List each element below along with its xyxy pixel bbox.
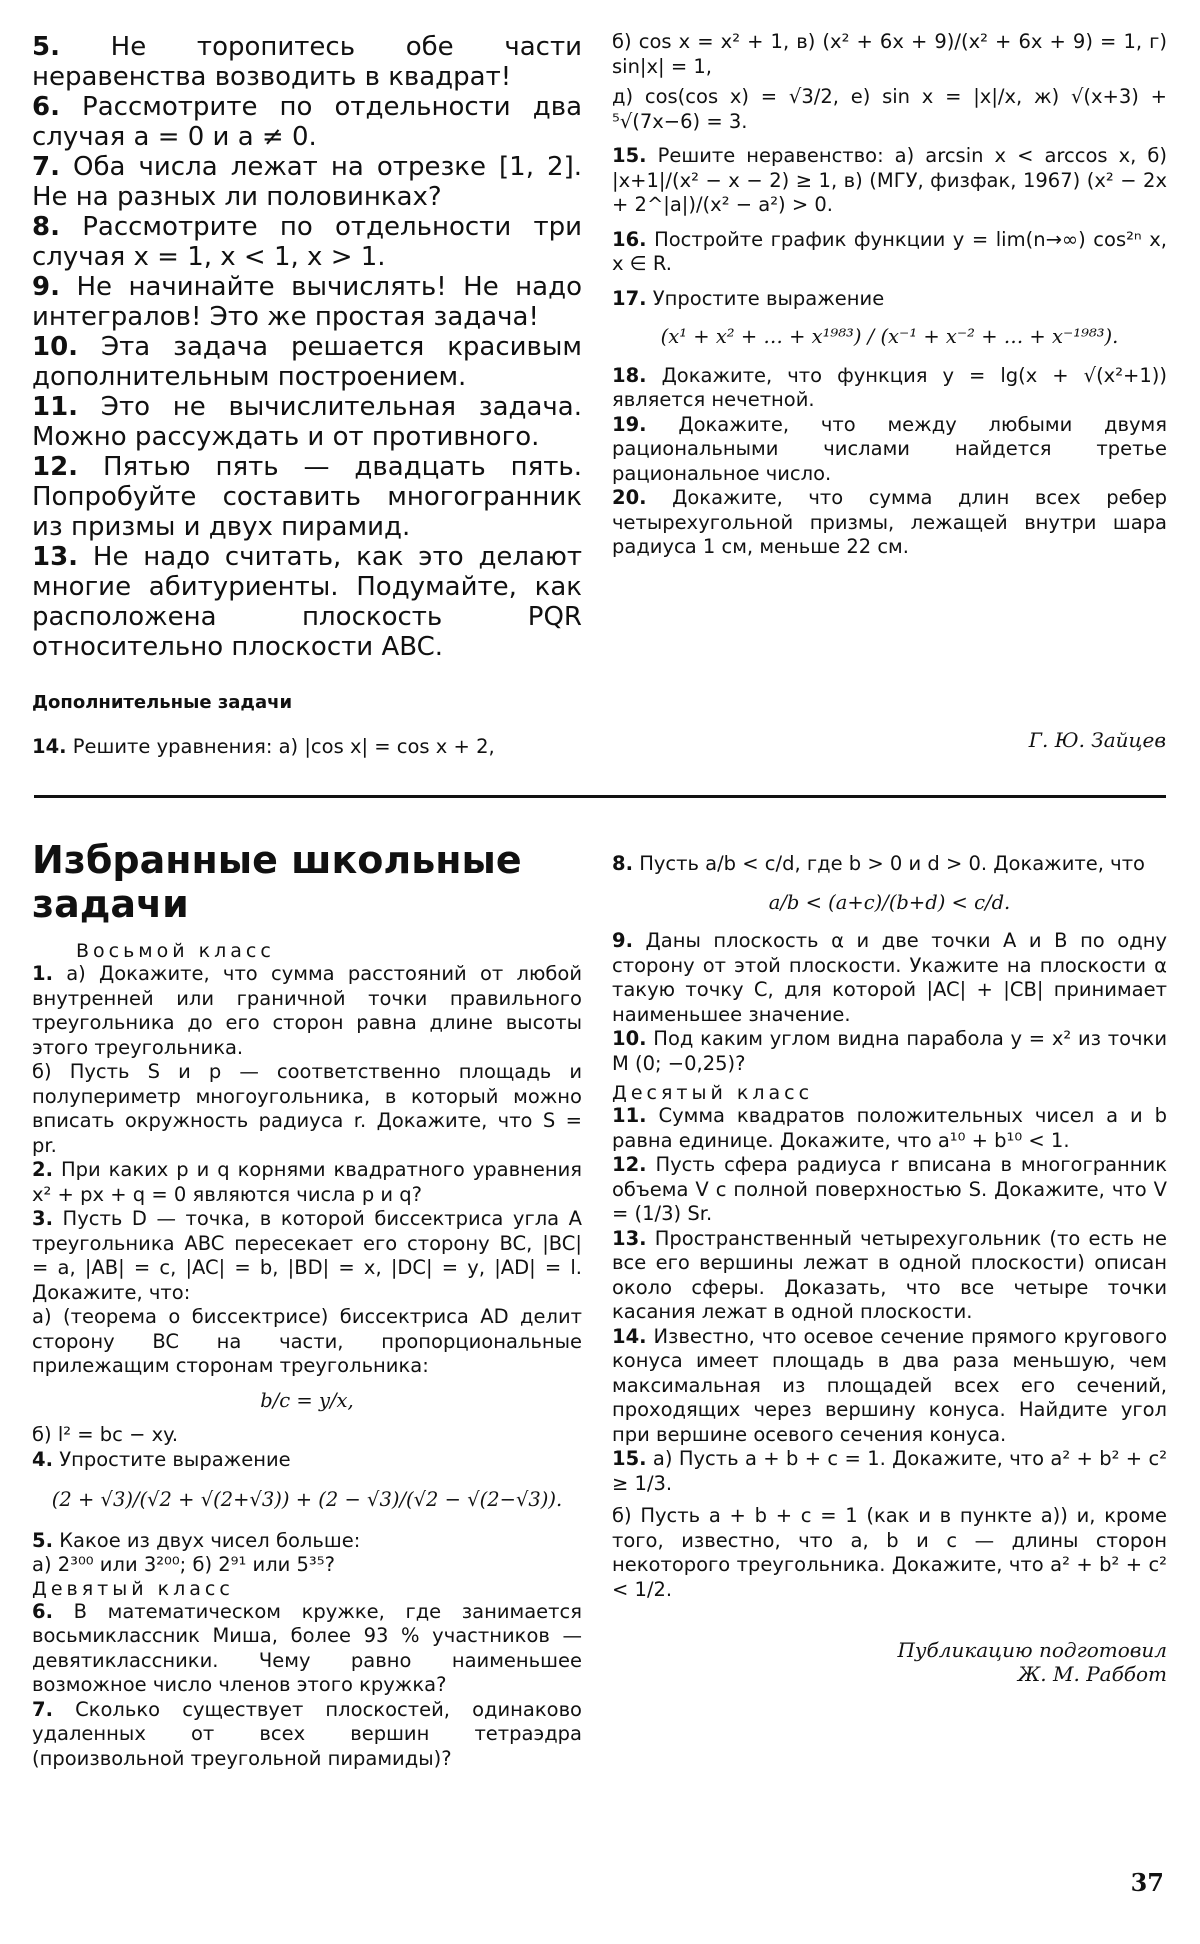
- credit-line-1: Публикацию подготовил: [897, 1638, 1167, 1662]
- author-signature: Г. Ю. Зайцев: [1028, 728, 1166, 752]
- problem-11: 11. Сумма квадратов положительных чисел a и b равна единице. Докажите, что a¹⁰ + b¹⁰ < 1.: [612, 1104, 1167, 1152]
- extra-problem-17: 17. Упростите выражение: [612, 286, 885, 310]
- problem-8-formula: a/b < (a+c)/(b+d) < c/d.: [768, 890, 1011, 914]
- problem-14: 14. Известно, что осевое сечение прямого кругового конуса имеет площадь в два раза меньшую, чем максимальная из площадей всех его сечений, проходящих через вершину конуса. Найдите угол при вершине осевого сечения конуса.: [612, 1324, 1168, 1446]
- problem-1a: 1. а) Докажите, что сумма расстояний от любой внутренней или граничной точки правильного треугольника до его сторон равна длине высоты этого треугольника.: [32, 962, 582, 1059]
- problem-12: 12. Пусть сфера радиуса r вписана в многогранник объема V с полной поверхностью S. Докажите, что V = (1/3) Sr.: [612, 1153, 1168, 1225]
- problem-9: 9. Даны плоскость α и две точки A и B по одну сторону от этой плоскости. Укажите на плоскости α такую точку C, для которой |AC| + |CB| принимает наименьшее значение.: [612, 929, 1167, 1026]
- problem-7: 7. Сколько существует плоскостей, одинаково удаленных от всех вершин тетраэдра (произвольной треугольной пирамиды)?: [32, 1697, 582, 1770]
- hint-11: 11. Это не вычислительная задача. Можно рассуждать и от противного.: [32, 392, 582, 452]
- hint-7: 7. Оба числа лежат на отрезке [1, 2]. Не на разных ли половинках?: [32, 152, 583, 212]
- extra-problem-18: 18. Докажите, что функция y = lg(x + √(x²+1)) является нечетной.: [612, 363, 1167, 411]
- extra-problem-16: 16. Постройте график функции y = lim(n→∞) cos²ⁿ x, x ∈ R.: [612, 227, 1167, 275]
- page-number: 37: [1130, 1868, 1164, 1897]
- extra-problem-15: 15. Решите неравенство: а) arcsin x < arccos x, б) |x+1|/(x² − x − 2) ≥ 1, в) (МГУ, физфак, 1967) (x² − 2x + 2^|a|)/(x² − a²) > 0.: [612, 144, 1167, 216]
- extra-problem-14-cont-1: б) cos x = x² + 1, в) (x² + 6x + 9)/(x² + 6x + 9) = 1, г) sin|x| = 1,: [612, 30, 1167, 78]
- problem-4-formula: (2 + √3)/(√2 + √(2+√3)) + (2 − √3)/(√2 − √(2−√3)).: [51, 1488, 563, 1511]
- hint-9: 9. Не начинайте вычислять! Не надо интегралов! Это же простая задача!: [32, 272, 583, 332]
- problem-3b: б) l² = bc − xy.: [32, 1423, 179, 1446]
- problem-3: 3. Пусть D — точка, в которой биссектриса угла A треугольника ABC пересекает его сторону BC, |BC| = a, |AB| = c, |AC| = b, |BD| = x, |DC| = y, |AD| = l. Докажите, что:: [32, 1207, 583, 1304]
- hint-13: 13. Не надо считать, как это делают многие абитуриенты. Подумайте, как расположена плоскость PQR относительно плоскости ABC.: [32, 542, 583, 662]
- grade-10-heading: Десятый класс: [612, 1082, 814, 1104]
- problem-1b: б) Пусть S и p — соответственно площадь и полупериметр многоугольника, в который можно вписать окружность радиуса r. Докажите, что S = pr.: [32, 1060, 582, 1157]
- problem-4: 4. Упростите выражение: [32, 1447, 291, 1471]
- school-problems-right: [612, 852, 1167, 1686]
- problem-2: 2. При каких p и q корнями квадратного уравнения x² + px + q = 0 являются числа p и q?: [32, 1158, 582, 1206]
- hint-12: 12. Пятью пять — двадцать пять. Попробуйте составить многогранник из призмы и двух пирамид.: [32, 452, 582, 542]
- problem-15b: б) Пусть a + b + c = 1 (как и в пункте а)) и, кроме того, известно, что a, b и c — длины сторон некоторого треугольника. Докажите, что a² + b² + c² < 1/2.: [612, 1504, 1167, 1601]
- grade-8-heading: Восьмой класс: [76, 940, 275, 962]
- hints-column: [32, 32, 582, 760]
- section-title: Избранные школьные задачи: [32, 838, 522, 926]
- credit-line-2: Ж. М. Раббот: [1017, 1662, 1167, 1686]
- extra-problems-column: [612, 30, 1167, 560]
- extra-problem-14-cont-2: д) cos(cos x) = √3/2, е) sin x = |x|/x, ж) √(x+3) + ⁵√(7x−6) = 3.: [612, 85, 1167, 133]
- hint-5: 5. Не торопитесь обе части неравенства возводить в квадрат!: [32, 32, 583, 92]
- school-problems-left: [32, 940, 582, 1771]
- extra-heading: Дополнительные задачи: [32, 692, 293, 713]
- problem-3a: а) (теорема о биссектрисе) биссектриса AD делит сторону BC на части, пропорциональные прилежащим сторонам треугольника:: [32, 1305, 582, 1377]
- extra-problem-17-expression: (x¹ + x² + … + x¹⁹⁸³) / (x⁻¹ + x⁻² + … + x⁻¹⁹⁸³).: [660, 325, 1119, 348]
- problem-15a: 15. а) Пусть a + b + c = 1. Докажите, что a² + b² + c² ≥ 1/3.: [612, 1447, 1168, 1495]
- problem-5: 5. Какое из двух чисел больше:: [32, 1528, 361, 1552]
- hint-6: 6. Рассмотрите по отдельности два случая a = 0 и a ≠ 0.: [32, 92, 583, 152]
- problem-6: 6. В математическом кружке, где занимается восьмиклассник Миша, более 93 % участников — девятиклассники. Чему равно наименьшее возможное число членов этого кружка?: [32, 1599, 582, 1696]
- problem-8: 8. Пусть a/b < c/d, где b > 0 и d > 0. Докажите, что: [612, 852, 1145, 875]
- hint-8: 8. Рассмотрите по отдельности три случая x = 1, x < 1, x > 1.: [32, 212, 583, 272]
- extra-problem-20: 20. Докажите, что сумма длин всех ребер четырехугольной призмы, лежащей внутри шара радиуса 1 см, меньше 22 см.: [612, 486, 1167, 558]
- extra-problem-19: 19. Докажите, что между любыми двумя рациональными числами найдется третье рациональное число.: [612, 412, 1168, 485]
- problem-10: 10. Под каким углом видна парабола y = x² из точки M (0; −0,25)?: [612, 1027, 1167, 1075]
- problem-3a-formula: b/c = y/x,: [260, 1388, 354, 1412]
- hint-10: 10. Эта задача решается красивым дополнительным построением.: [32, 332, 583, 392]
- section-divider: [34, 795, 1166, 798]
- problem-5-options: а) 2³⁰⁰ или 3²⁰⁰; б) 2⁹¹ или 5³⁵?: [32, 1553, 335, 1576]
- extra-problem-14: 14. Решите уравнения: а) |cos x| = cos x + 2,: [32, 735, 495, 758]
- problem-13: 13. Пространственный четырехугольник (то есть не все его вершины лежат в одной плоскости) описан около сферы. Доказать, что все четыре точки касания лежат в одной плоскости.: [612, 1226, 1167, 1323]
- grade-9-heading: Девятый класс: [32, 1577, 234, 1600]
